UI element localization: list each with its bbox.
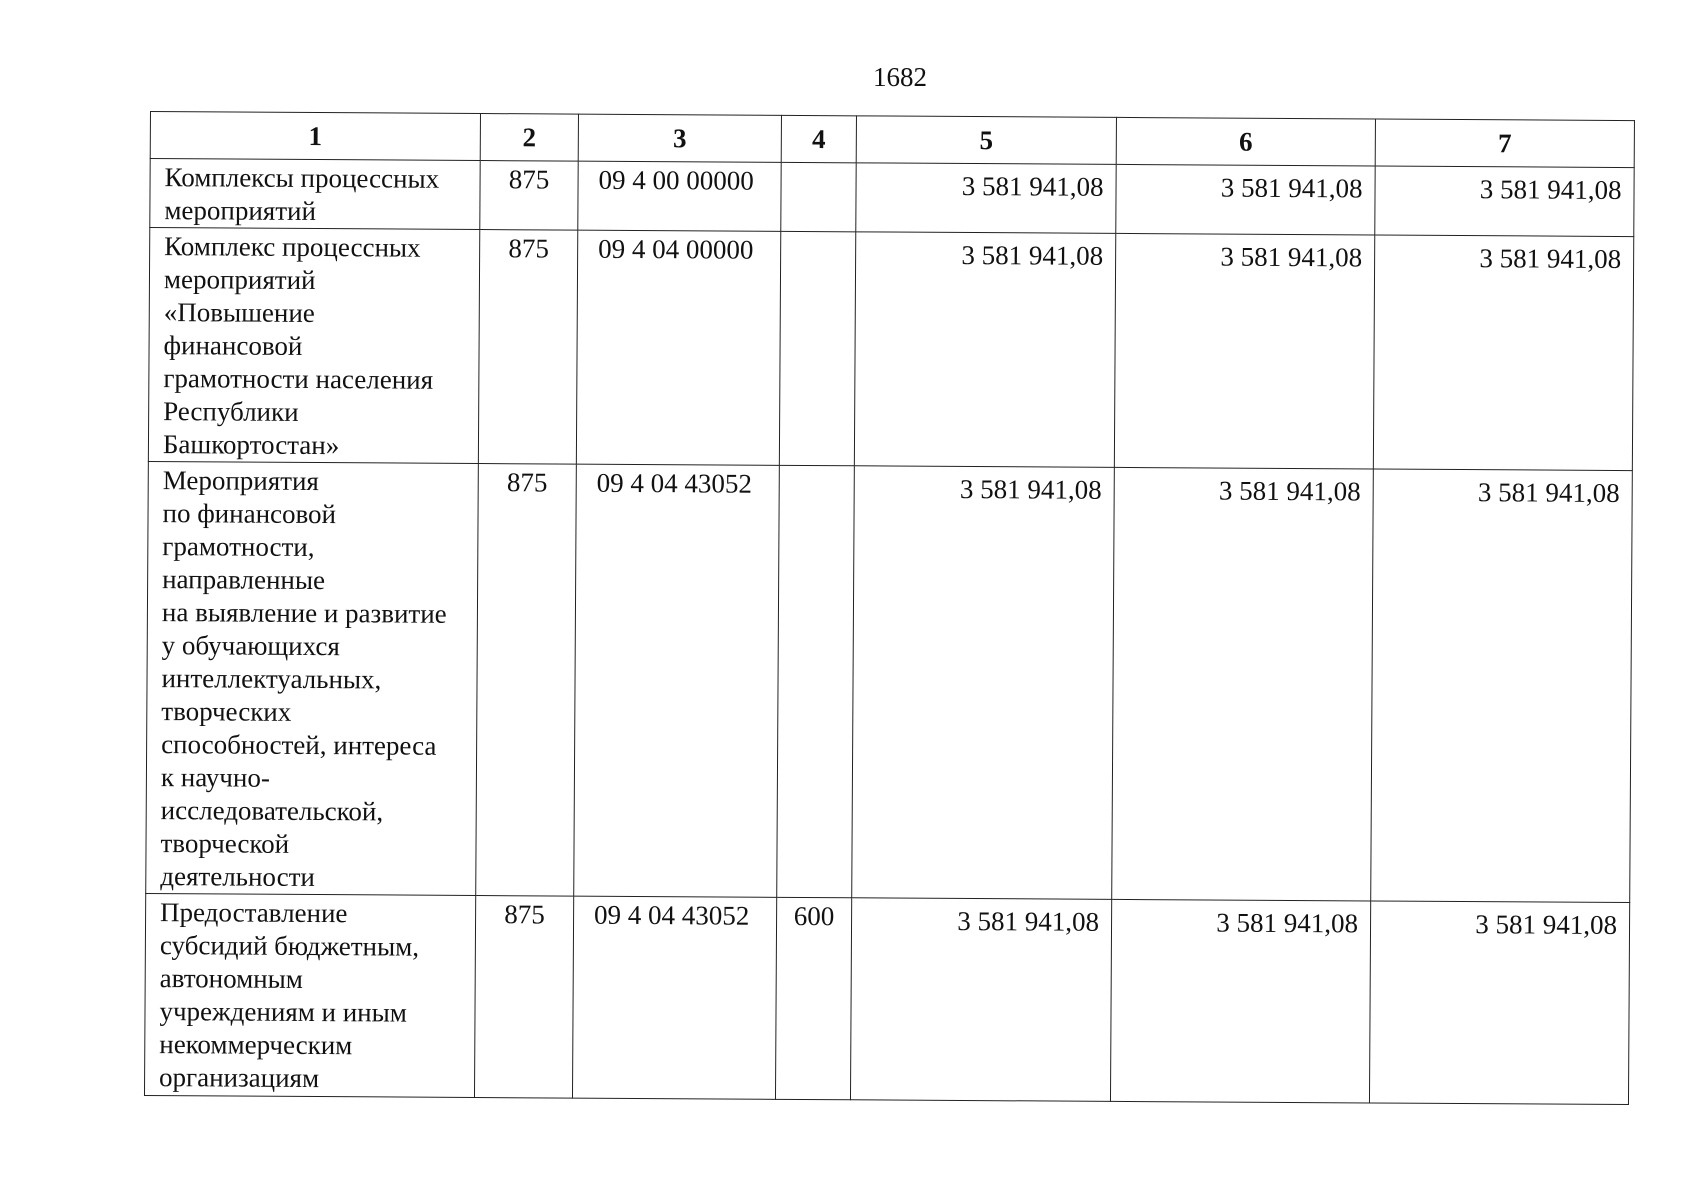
column-header: 7 — [1375, 119, 1634, 168]
amount-cell-col7: 3 581 941,08 — [1369, 901, 1629, 1105]
row-name-line: на выявление и развитие — [161, 597, 447, 629]
column-header: 2 — [480, 114, 578, 162]
row-name-line: творческих — [161, 696, 292, 727]
amount-cell-col5: 3 581 941,08 — [852, 466, 1115, 900]
row-name-cell — [146, 461, 479, 895]
amount-cell-col7: 3 581 941,08 — [1371, 469, 1633, 903]
row-name-line: деятельности — [160, 861, 315, 893]
row-name-line: Республики — [163, 396, 299, 427]
ministry-code-cell: 875 — [478, 230, 577, 465]
column-header: 5 — [856, 116, 1116, 165]
row-name-line: «Повышение — [163, 297, 315, 329]
column-header: 1 — [150, 112, 480, 161]
target-article-cell: 09 4 00 00000 — [578, 161, 781, 231]
row-name-line: Комплекс процессных — [164, 231, 421, 263]
budget-table — [144, 111, 1635, 1105]
ministry-code-cell: 875 — [480, 161, 578, 231]
column-header: 4 — [781, 115, 856, 162]
row-name-line: автономным — [159, 963, 303, 994]
amount-cell-col5: 3 581 941,08 — [850, 898, 1111, 1102]
target-article-cell: 09 4 04 43052 — [572, 896, 776, 1099]
row-name-line: к научно- — [160, 762, 270, 793]
row-name-line: творческой — [160, 828, 290, 859]
row-name-line: исследовательской, — [160, 795, 384, 827]
amount-cell-col5: 3 581 941,08 — [854, 232, 1115, 468]
table-row — [148, 228, 1633, 471]
column-header: 6 — [1116, 117, 1375, 166]
page-number: 1682 — [873, 62, 927, 92]
amount-cell-col6: 3 581 941,08 — [1110, 899, 1370, 1103]
row-name-line: мероприятий — [163, 264, 316, 296]
ministry-code-cell: 875 — [474, 896, 573, 1099]
table-row — [144, 893, 1629, 1104]
expense-type-cell — [777, 465, 855, 897]
expense-type-cell — [779, 231, 855, 465]
expense-type-cell — [781, 162, 856, 231]
ministry-code-cell: 875 — [476, 464, 577, 897]
amount-cell-col5: 3 581 941,08 — [856, 163, 1116, 234]
row-name-line: мероприятий — [164, 195, 317, 227]
row-name-line: Предоставление — [160, 897, 348, 929]
row-name-line: у обучающихся — [161, 630, 340, 662]
amount-cell-col6: 3 581 941,08 — [1114, 233, 1374, 469]
row-name-line: учреждениям и иным — [159, 996, 408, 1028]
row-name-line: некоммерческим — [159, 1029, 353, 1061]
row-name-line: грамотности населения — [163, 363, 434, 395]
row-name-line: интеллектуальных, — [161, 663, 382, 695]
table-row — [150, 159, 1634, 237]
row-name-line: способностей, интереса — [161, 729, 437, 761]
amount-cell-col7: 3 581 941,08 — [1373, 235, 1633, 471]
row-name-line: Башкортостан» — [162, 429, 340, 461]
expense-type-cell: 600 — [775, 897, 851, 1099]
target-article-cell: 09 4 04 00000 — [576, 230, 780, 465]
row-name-line: организациям — [159, 1062, 320, 1094]
amount-cell-col6: 3 581 941,08 — [1112, 467, 1374, 901]
amount-cell-col6: 3 581 941,08 — [1116, 164, 1375, 235]
row-name-line: Мероприятия — [162, 465, 319, 497]
row-name-line: направленные — [162, 564, 326, 596]
row-name-line: по финансовой — [162, 498, 337, 530]
column-header: 3 — [578, 114, 781, 162]
row-name-cell — [148, 228, 479, 464]
row-name-line: субсидий бюджетным, — [159, 930, 420, 962]
target-article-cell: 09 4 04 43052 — [574, 464, 780, 897]
amount-cell-col7: 3 581 941,08 — [1375, 166, 1634, 237]
row-name-cell — [150, 159, 480, 230]
row-name-line: Комплексы процессных — [164, 162, 440, 194]
row-name-line: грамотности, — [162, 531, 315, 563]
row-name-cell — [144, 893, 475, 1097]
row-name-line: финансовой — [163, 330, 303, 361]
table-row — [146, 461, 1633, 902]
